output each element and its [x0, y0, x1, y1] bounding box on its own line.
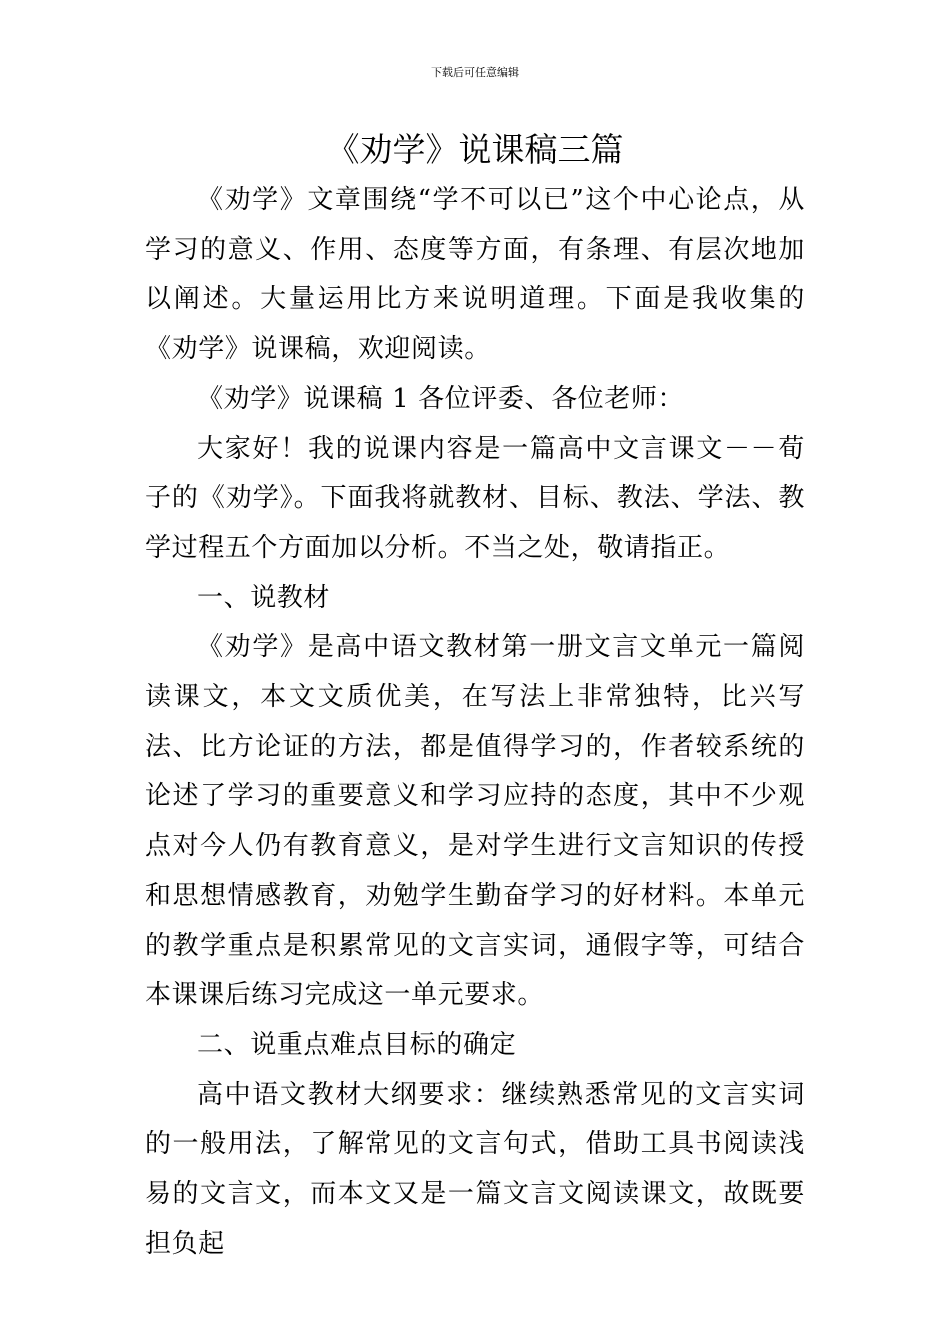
document-body [145, 176, 805, 1269]
opening-paragraph: 大家好！我的说课内容是一篇高中文言课文－－荀子的《劝学》。下面我将就教材、目标、教法、学法、教学过程五个方面加以分析。不当之处，敬请指正。 [145, 433, 805, 563]
section-heading-key-points: 二、说重点难点目标的确定 [197, 1029, 517, 1060]
textbook-paragraph: 《劝学》是高中语文教材第一册文言文单元一篇阅读课文，本文文质优美，在写法上非常独特，比兴写法、比方论证的方法，都是值得学习的，作者较系统的论述了学习的重要意义和学习应持的态度，其中不少观点对今人仍有教育意义，是对学生进行文言知识的传授和思想情感教育，劝勉学生勤奋学习的好材料。本单元的教学重点是积累常见的文言实词，通假字等，可结合本课课后练习完成这一单元要求。 [145, 632, 805, 1011]
lecture-1-greeting: 《劝学》说课稿 1 各位评委、各位老师： [197, 383, 685, 414]
header-note: 下载后可任意编辑 [431, 66, 519, 79]
section-heading-textbook: 一、说教材 [197, 582, 331, 613]
intro-paragraph: 《劝学》文章围绕“学不可以已”这个中心论点，从学习的意义、作用、态度等方面，有条理、有层次地加以阐述。大量运用比方来说明道理。下面是我收集的《劝学》说课稿，欢迎阅读。 [145, 185, 805, 365]
key-points-paragraph: 高中语文教材大纲要求：继续熟悉常见的文言实词的一般用法，了解常见的文言句式，借助工具书阅读浅易的文言文，而本文又是一篇文言文阅读课文，故既要担负起 [145, 1079, 805, 1259]
document-title: 《劝学》说课稿三篇 [326, 130, 624, 169]
